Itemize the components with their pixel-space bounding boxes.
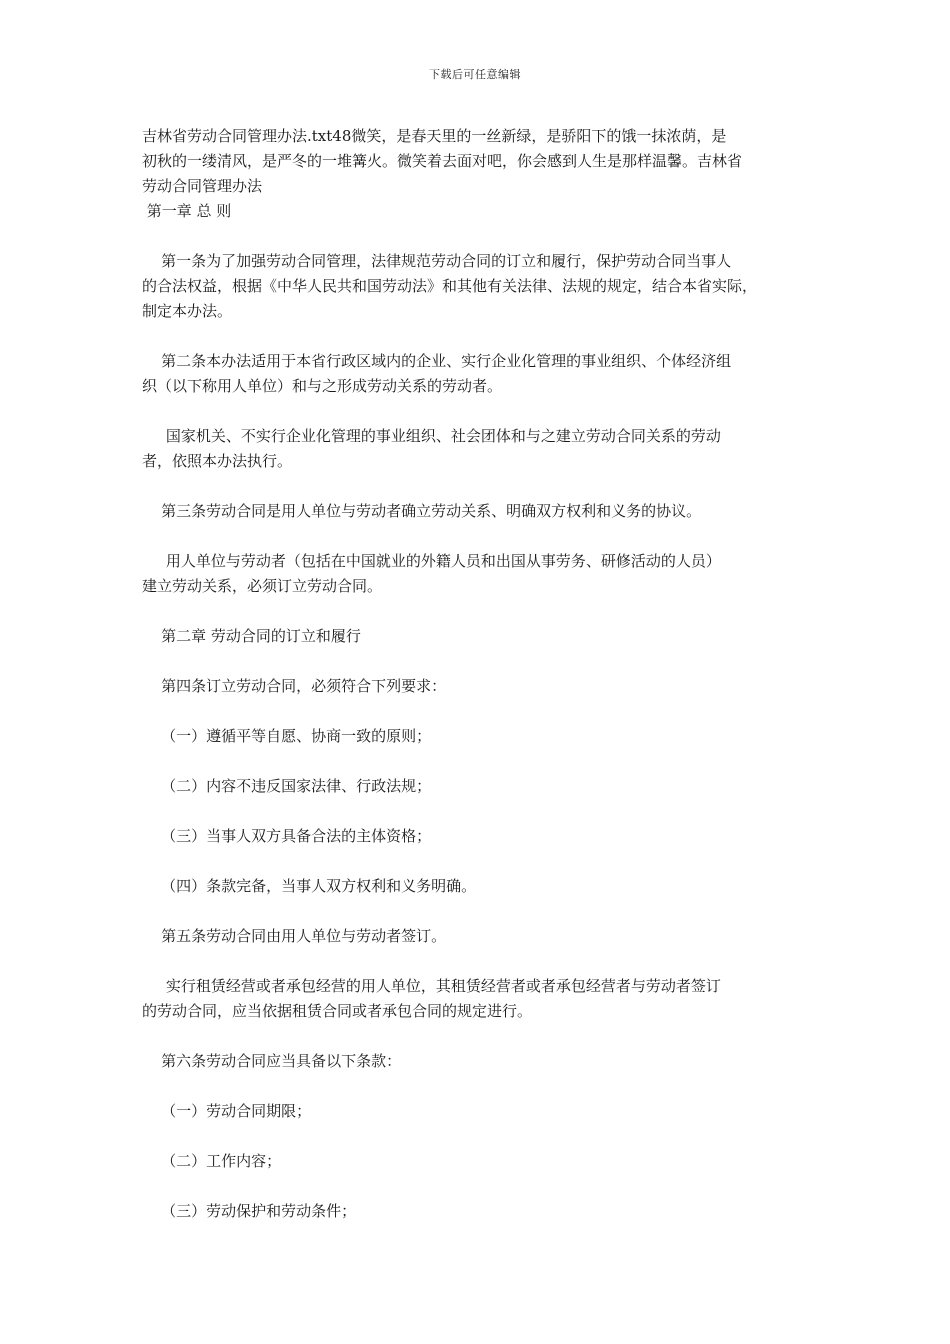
text-line: 第六条劳动合同应当具备以下条款：: [142, 1052, 402, 1070]
text-line: 用人单位与劳动者（包括在中国就业的外籍人员和出国从事劳务、研修活动的人员）: [142, 552, 721, 570]
text-line: 第一条为了加强劳动合同管理，法律规范劳动合同的订立和履行，保护劳动合同当事人: [142, 252, 732, 270]
text-line: 制定本办法。: [142, 302, 233, 320]
text-line: 者，依照本办法执行。: [142, 452, 293, 470]
list-item: （一）遵循平等自愿、协商一致的原则；: [142, 727, 432, 745]
list-item: （四）条款完备，当事人双方权利和义务明确。: [142, 877, 477, 895]
text-line: 第二条本办法适用于本省行政区域内的企业、实行企业化管理的事业组织、个体经济组: [142, 352, 732, 370]
chapter-heading: 第一章 总 则: [142, 202, 232, 220]
list-item: （二）内容不违反国家法律、行政法规；: [142, 777, 432, 795]
text-line: 的合法权益，根据《中华人民共和国劳动法》和其他有关法律、法规的规定，结合本省实际，: [142, 277, 758, 295]
list-item: （三）当事人双方具备合法的主体资格；: [142, 827, 432, 845]
text-line: 第五条劳动合同由用人单位与劳动者签订。: [142, 927, 447, 945]
list-item: （一）劳动合同期限；: [142, 1102, 312, 1120]
text-line: 初秋的一缕清风，是严冬的一堆篝火。微笑着去面对吧，你会感到人生是那样温馨。吉林省: [142, 152, 743, 170]
text-line: 建立劳动关系，必须订立劳动合同。: [142, 577, 383, 595]
list-item: （三）劳动保护和劳动条件；: [142, 1202, 357, 1220]
list-item: （二）工作内容；: [142, 1152, 282, 1170]
text-line: 第三条劳动合同是用人单位与劳动者确立劳动关系、明确双方权利和义务的协议。: [142, 502, 702, 520]
text-line: 吉林省劳动合同管理办法.txt48微笑，是春天里的一丝新绿，是骄阳下的饿一抹浓荫，是: [142, 127, 727, 145]
text-line: 国家机关、不实行企业化管理的事业组织、社会团体和与之建立劳动合同关系的劳动: [142, 427, 721, 445]
text-line: 劳动合同管理办法: [142, 177, 263, 195]
text-line: 第四条订立劳动合同，必须符合下列要求：: [142, 677, 447, 695]
text-line: 实行租赁经营或者承包经营的用人单位，其租赁经营者或者承包经营者与劳动者签订: [142, 977, 721, 995]
text-line: 的劳动合同，应当依据租赁合同或者承包合同的规定进行。: [142, 1002, 533, 1020]
page-header: 下载后可任意编辑: [429, 68, 521, 81]
text-line: 织（以下称用人单位）和与之形成劳动关系的劳动者。: [142, 377, 503, 395]
chapter-heading: 第二章 劳动合同的订立和履行: [142, 627, 361, 645]
